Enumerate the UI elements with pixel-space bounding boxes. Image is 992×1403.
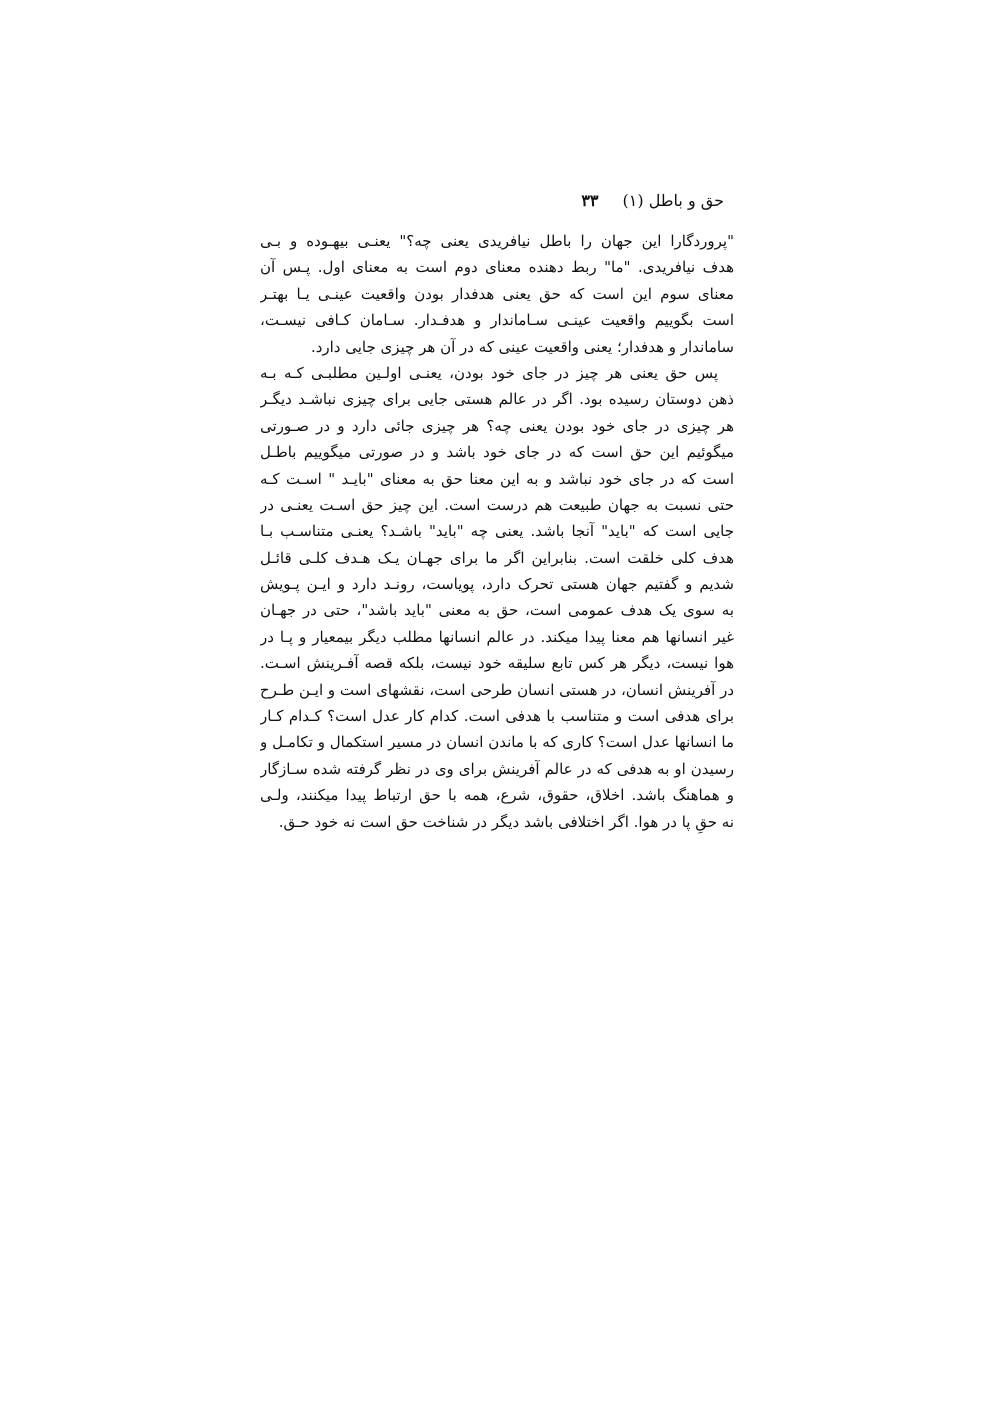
text-line: "پروردگارا این جهان را باطل نیافریدی یعنی چه؟" یعنـی بیهـوده و بـی bbox=[260, 232, 734, 250]
text-line: پس حق یعنی هر چیز در جای خود بودن، یعنـی اولـین مطلبـی کـه بـه bbox=[260, 363, 718, 382]
text-line: شدیم و گفتیم جهان هستی تحرک دارد، پویاست، رونـد دارد و ایـن پـویش bbox=[260, 575, 734, 594]
text-line: جایی است که "باید" آنجا باشد. یعنی چه "باید" باشـد؟ یعنـی متناسـب بـا bbox=[260, 522, 734, 541]
paragraph bbox=[260, 360, 734, 835]
text-line: هدف نیافریدی. "ما" ربط دهنده معنای دوم است به معنای اول. پـس آن bbox=[260, 258, 734, 277]
text-line: ذهن دوستان رسیده بود. اگر در عالم هستی جایی برای چیزی نباشـد دیگـر bbox=[260, 390, 734, 409]
paragraph bbox=[260, 228, 734, 360]
text-line: حتی نسبت به جهان طبیعت هم درست است. این چیز حق اسـت یعنـی در bbox=[260, 495, 734, 514]
chapter-title: حق و باطل (۱) bbox=[622, 191, 724, 210]
text-line: هدف کلی خلقت است. بنابراین اگر ما برای جهـان یـک هـدف کلـی قائـل bbox=[260, 548, 734, 567]
running-header bbox=[581, 191, 724, 211]
text-line: میگوئیم این حق است که در جای خود باشد و در صورتی میگوییم باطـل bbox=[260, 443, 734, 462]
text-line: ساماندار و هدفدار؛ یعنی واقعیت عینی که در آن هر چیزی جایی دارد. bbox=[310, 337, 734, 356]
text-line: و هماهنگ باشد. اخلاق، حقوق، شرع، همه با حق ارتباط پیدا میکنند، ولـی bbox=[260, 786, 734, 805]
text-line: معنای سوم این است که حق یعنی هدفدار بودن واقعیت عینـی یـا بهتـر bbox=[260, 284, 734, 303]
text-line: نه حقِ پا در هوا. اگر اختلافی باشد دیگر در شناخت حق است نه خود حـق. bbox=[278, 812, 734, 831]
text-line: ما انسانها عدل است؟ کاری که با ماندن انسان در مسیر استکمال و تکامـل و bbox=[260, 733, 734, 752]
text-line: در آفرینش انسان، در هستی انسان طرحی است، نقشهای است و ایـن طـرح bbox=[260, 680, 734, 699]
text-line: رسیدن او به هدفی که در عالم آفرینش برای وی در نظر گرفته شده سـازگار bbox=[260, 759, 734, 778]
text-line: به سوی یک هدف عمومی است، حق به معنی "باید باشد"، حتی در جهـان bbox=[260, 601, 734, 620]
text-line: هر چیزی در جای خود بودن یعنی چه؟ هر چیزی جائی دارد و در صـورتی bbox=[260, 416, 734, 435]
text-line: هوا نیست، دیگر هر کس تابع سلیقه خود نیست، بلکه قصه آفـرینش اسـت. bbox=[260, 654, 734, 673]
body-text bbox=[260, 228, 734, 835]
text-line: است که در جای خود نباشد و به این معنا حق به معنای "بایـد " اسـت کـه bbox=[260, 469, 734, 488]
text-line: برای هدفی است و متناسب با هدفی است. کدام کار عدل است؟ کـدام کـار bbox=[260, 707, 734, 726]
text-line: است بگوییم واقعیت عینـی سـاماندار و هدفـدار. سـامان کـافی نیسـت، bbox=[260, 311, 734, 330]
text-line: غیر انسانها هم معنا پیدا میکند. در عالم انسانها مطلب دیگر بیمعیار و پـا در bbox=[260, 627, 734, 646]
page-number: ۳۳ bbox=[581, 191, 599, 210]
